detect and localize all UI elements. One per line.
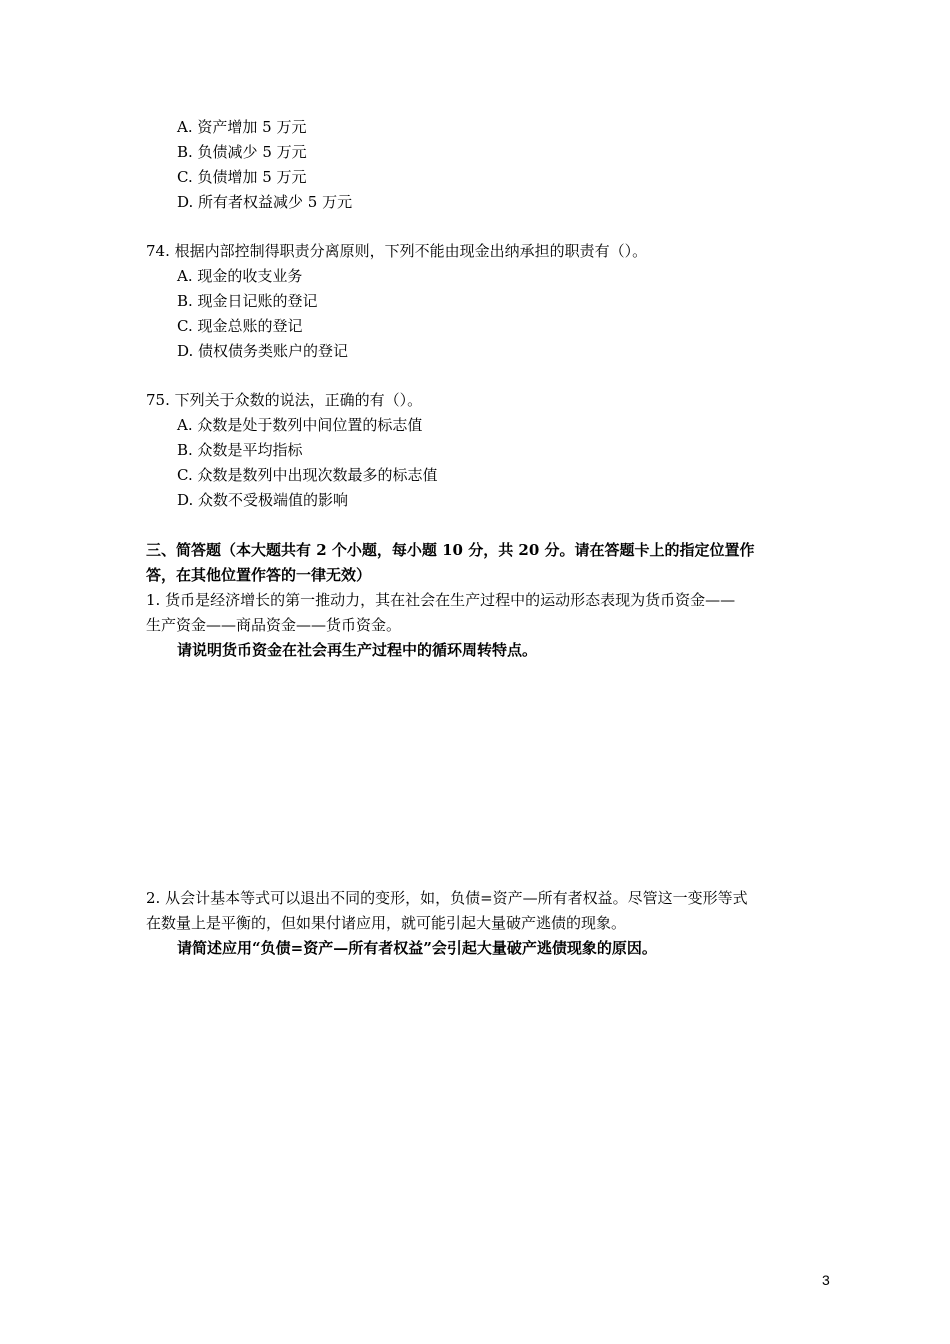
section3-title-line1: 三、简答题（本大题共有 2 个小题，每小题 10 分，共 20 分。请在答题卡上的指定位置作	[146, 541, 755, 559]
q75-stem: 75. 下列关于众数的说法，正确的有（）。	[146, 391, 423, 409]
q74-option-b: B. 现金日记账的登记	[177, 292, 318, 310]
q74-option-d: D. 债权债务类账户的登记	[177, 342, 349, 360]
section3-title-line2: 答，在其他位置作答的一律无效）	[146, 566, 372, 584]
q73-option-c: C. 负债增加 5 万元	[177, 168, 307, 186]
q74-stem: 74. 根据内部控制得职责分离原则，下列不能由现金出纳承担的职责有（）。	[146, 242, 648, 260]
sa2-line1: 2. 从会计基本等式可以退出不同的变形，如，负债=资产—所有者权益。尽管这一变形等式	[146, 889, 748, 907]
sa2-question: 请简述应用“负债=资产—所有者权益”会引起大量破产逃债现象的原因。	[177, 939, 657, 957]
page-number: 3	[822, 1272, 830, 1288]
q74-option-c: C. 现金总账的登记	[177, 317, 303, 335]
sa2-line2: 在数量上是平衡的，但如果付诸应用，就可能引起大量破产逃债的现象。	[146, 914, 627, 932]
sa1-line2: 生产资金——商品资金——货币资金。	[146, 616, 402, 634]
sa1-question: 请说明货币资金在社会再生产过程中的循环周转特点。	[177, 641, 538, 659]
q75-option-c: C. 众数是数列中出现次数最多的标志值	[177, 466, 438, 484]
q75-option-d: D. 众数不受极端值的影响	[177, 491, 349, 509]
q74-option-a: A. 现金的收支业务	[177, 267, 303, 285]
q75-option-a: A. 众数是处于数列中间位置的标志值	[177, 416, 423, 434]
q73-option-a: A. 资产增加 5 万元	[177, 118, 307, 136]
q73-option-d: D. 所有者权益减少 5 万元	[177, 193, 353, 211]
q75-option-b: B. 众数是平均指标	[177, 441, 303, 459]
sa1-line1: 1. 货币是经济增长的第一推动力，其在社会在生产过程中的运动形态表现为货币资金——	[146, 591, 736, 609]
q73-option-b: B. 负债减少 5 万元	[177, 143, 307, 161]
